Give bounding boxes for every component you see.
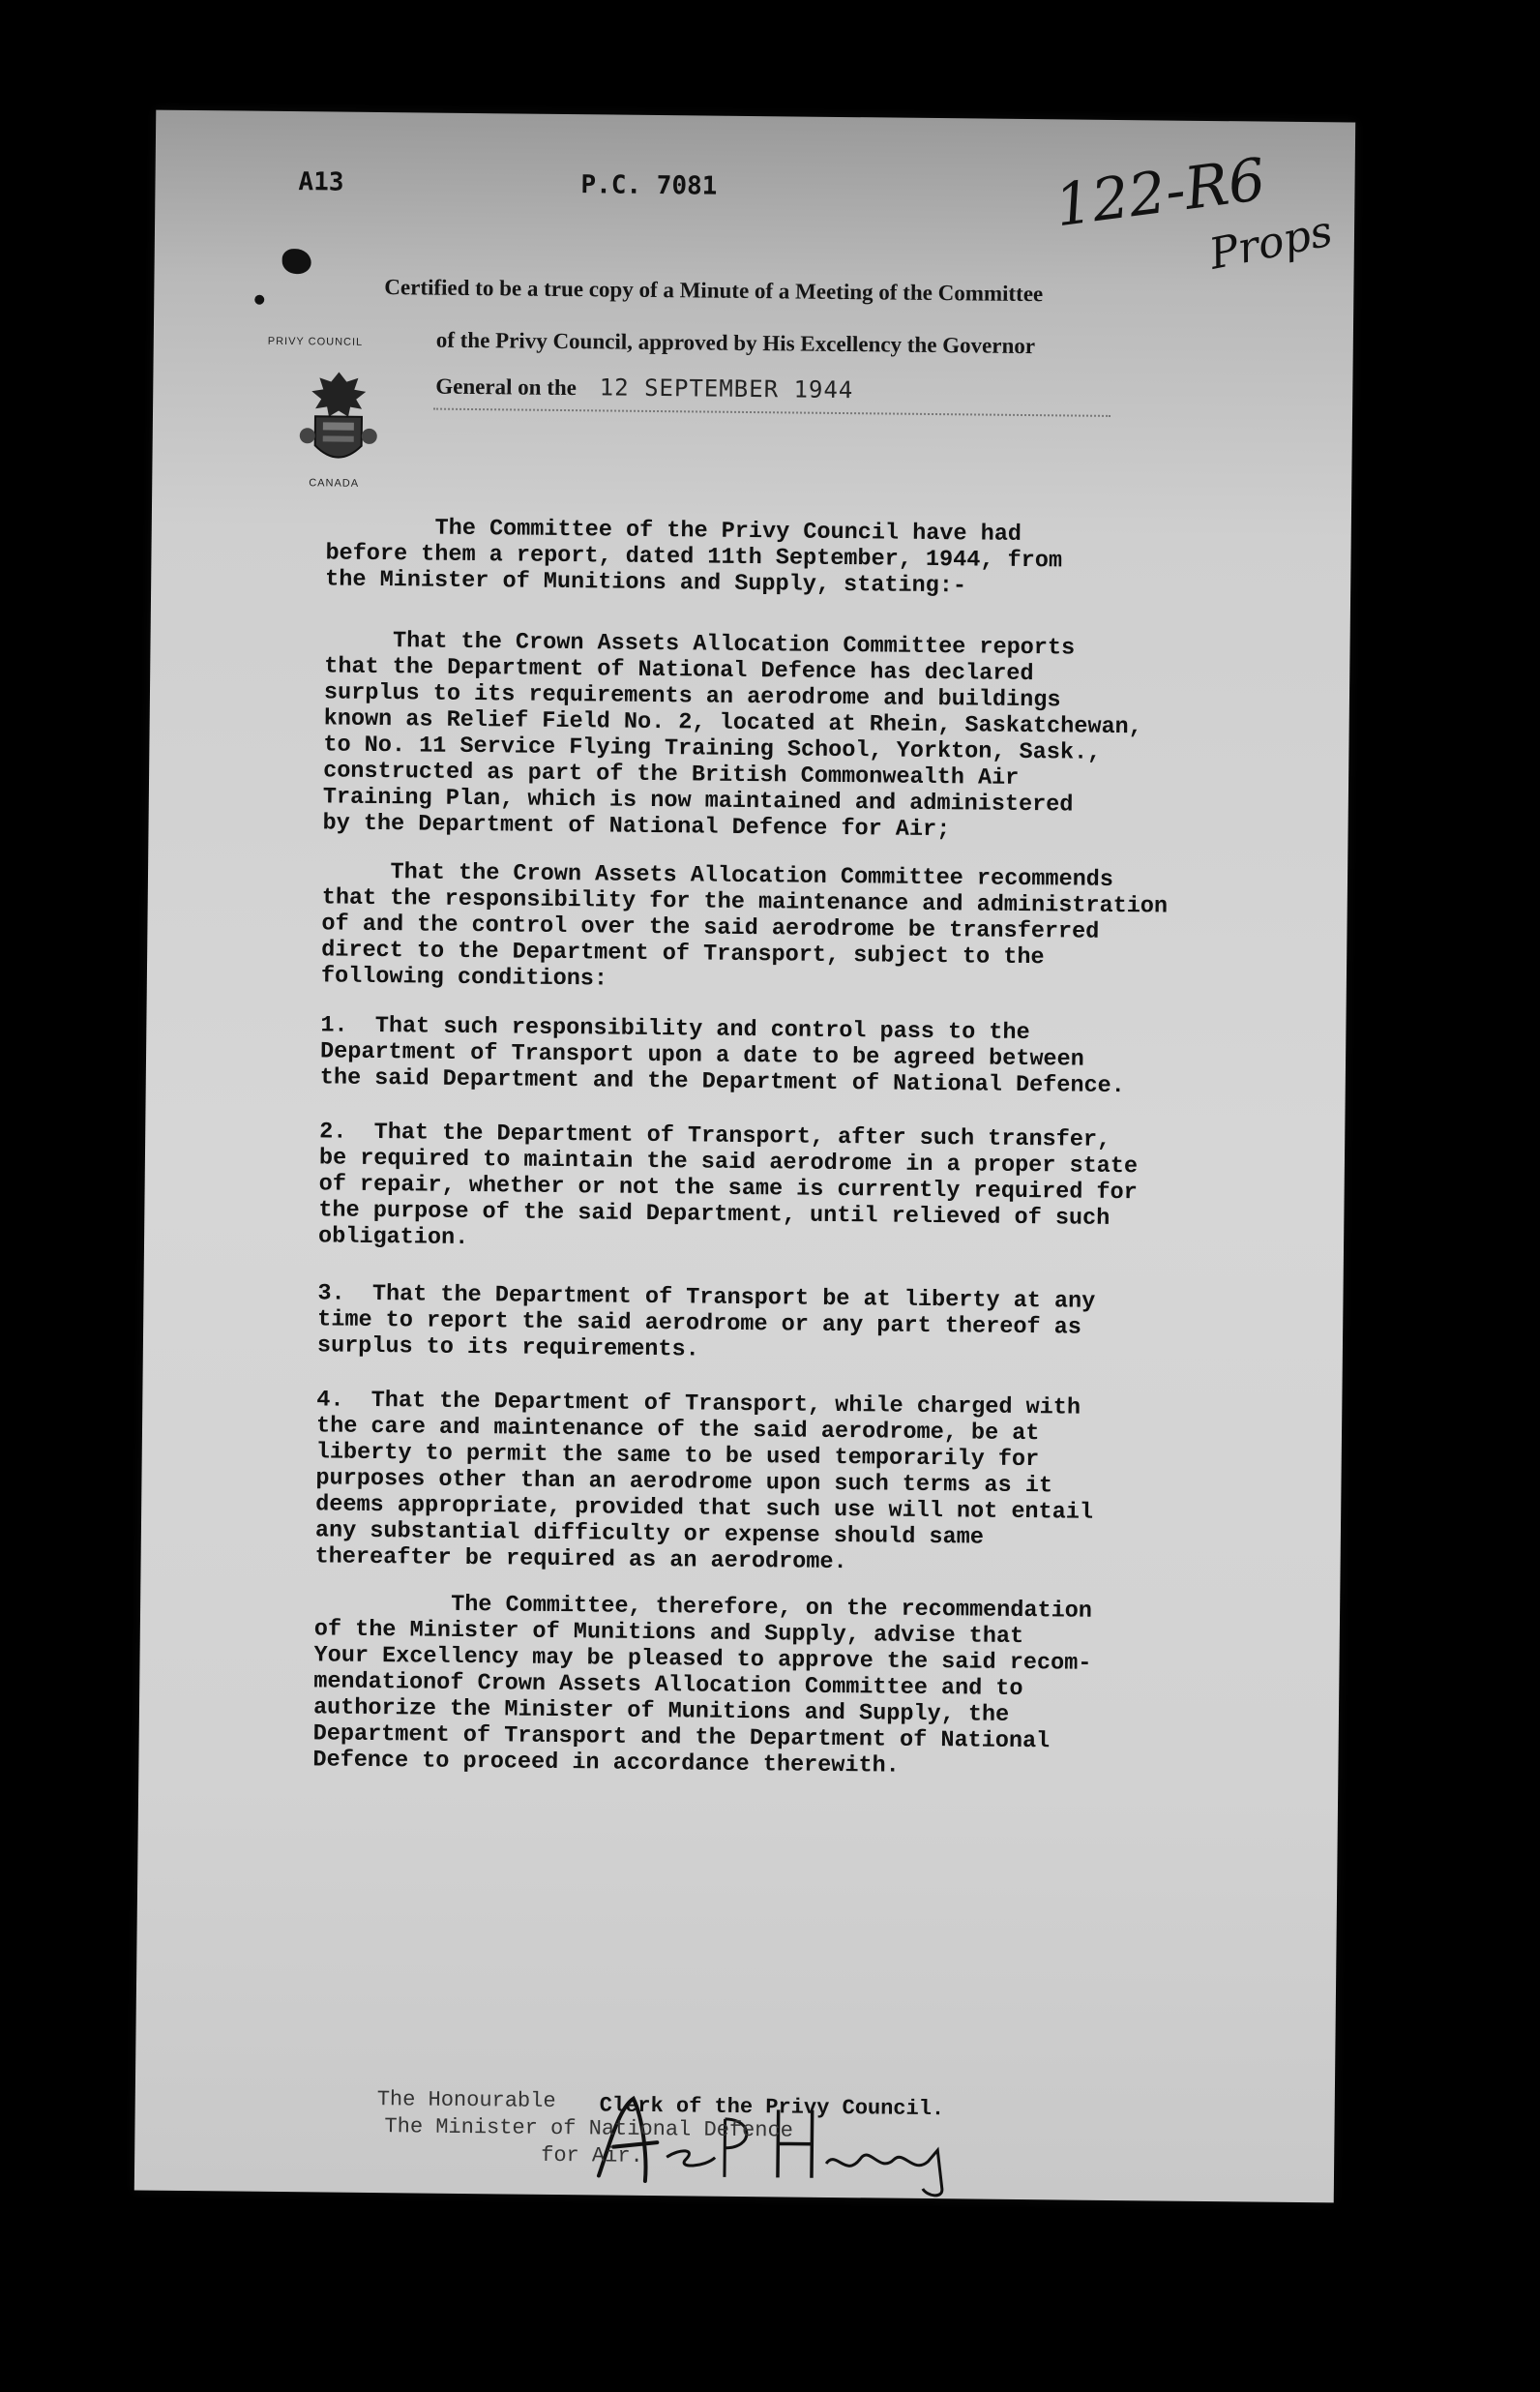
paragraph-recommendation: That the Crown Assets Allocation Committee recommends that the responsibility for the maintenance and administration of and the control over the said aerodrome be transferred direct to the Department of Transport, subject to the following conditions:: [320, 858, 1169, 993]
certification-prefix: General on the: [435, 374, 578, 401]
certification-line-2: of the Privy Council, approved by His Excellency the Governor: [435, 327, 1036, 359]
ink-blot: [282, 249, 311, 274]
addressee-line-1: The Honourable: [376, 2087, 556, 2114]
condition-1: 1. That such responsibility and control pass to the Department of Transport upon a date to be agreed between the said Department and the Department of National Defence.: [319, 1012, 1125, 1100]
condition-2: 2. That the Department of Transport, after such transfer, be required to maintain the said aerodrome in a proper state of repair, whether or not the same is currently required for the purpose of the said Department, until relieved of such obligation.: [317, 1119, 1139, 1251]
handwritten-file-number: 122-R6: [1051, 145, 1270, 241]
paragraph-intro: The Committee of the Privy Council have had before them a report, dated 11th September, 1944, from the Minister of Munitions and Supply, stating:-: [325, 514, 1063, 600]
ink-dot: [254, 295, 264, 305]
signatory-title: Clerk of the Privy Council.: [599, 2093, 945, 2121]
seal-top-label: PRIVY COUNCIL: [267, 335, 364, 348]
paragraph-advice: The Committee, therefore, on the recommendation of the Minister of Munitions and Supply, advise that Your Excellency may be pleased to approve the said recom- mendationof Crown Assets Allocation Committee and to authorize the Minister of Munitions and Supply, the Department of Transport and the Department of National Defence to proceed in accordance therewith.: [312, 1590, 1093, 1779]
condition-4: 4. That the Department of Transport, while charged with the care and maintenance of the said aerodrome, be at liberty to permit the same to be used temporarily for purposes other than an aerodrome upon such terms as it deems appropriate, provided that such use will not entail any substantial difficulty or expense should same thereafter be required as an aerodrome.: [314, 1387, 1094, 1576]
document-page: [134, 110, 1355, 2203]
document-code: A13: [298, 167, 344, 197]
paragraph-report: That the Crown Assets Allocation Committee reports that the Department of National Defence has declared surplus to its requirements an aerodrome and buildings known as Relief Field No. 2, located at Rhein, Saskatchewan, to No. 11 Service Flying Training School, Yorkton, Sask., constructed as part of the British Commonwealth Air Training Plan, which is now maintained and administered by the Department of National Defence for Air;: [322, 627, 1142, 844]
seal-bottom-label: CANADA: [309, 477, 360, 490]
handwritten-note: Props: [1205, 206, 1337, 280]
certification-line-1: Certified to be a true copy of a Minute of a Meeting of the Committee: [384, 275, 1044, 307]
certification-rule: [433, 408, 1111, 417]
order-in-council-number: P.C. 7081: [580, 170, 718, 201]
coat-of-arms-seal-icon: [297, 368, 379, 475]
addressee-line-3: for Air.: [541, 2142, 643, 2168]
addressee-line-2: The Minister of National Defence: [384, 2114, 794, 2143]
certification-line-3: [435, 373, 853, 404]
date-stamp: 12 SEPTEMBER 1944: [599, 374, 854, 404]
condition-3: 3. That the Department of Transport be at liberty at any time to report the said aerodrome or any part thereof as surplus to its requirements.: [316, 1280, 1096, 1363]
